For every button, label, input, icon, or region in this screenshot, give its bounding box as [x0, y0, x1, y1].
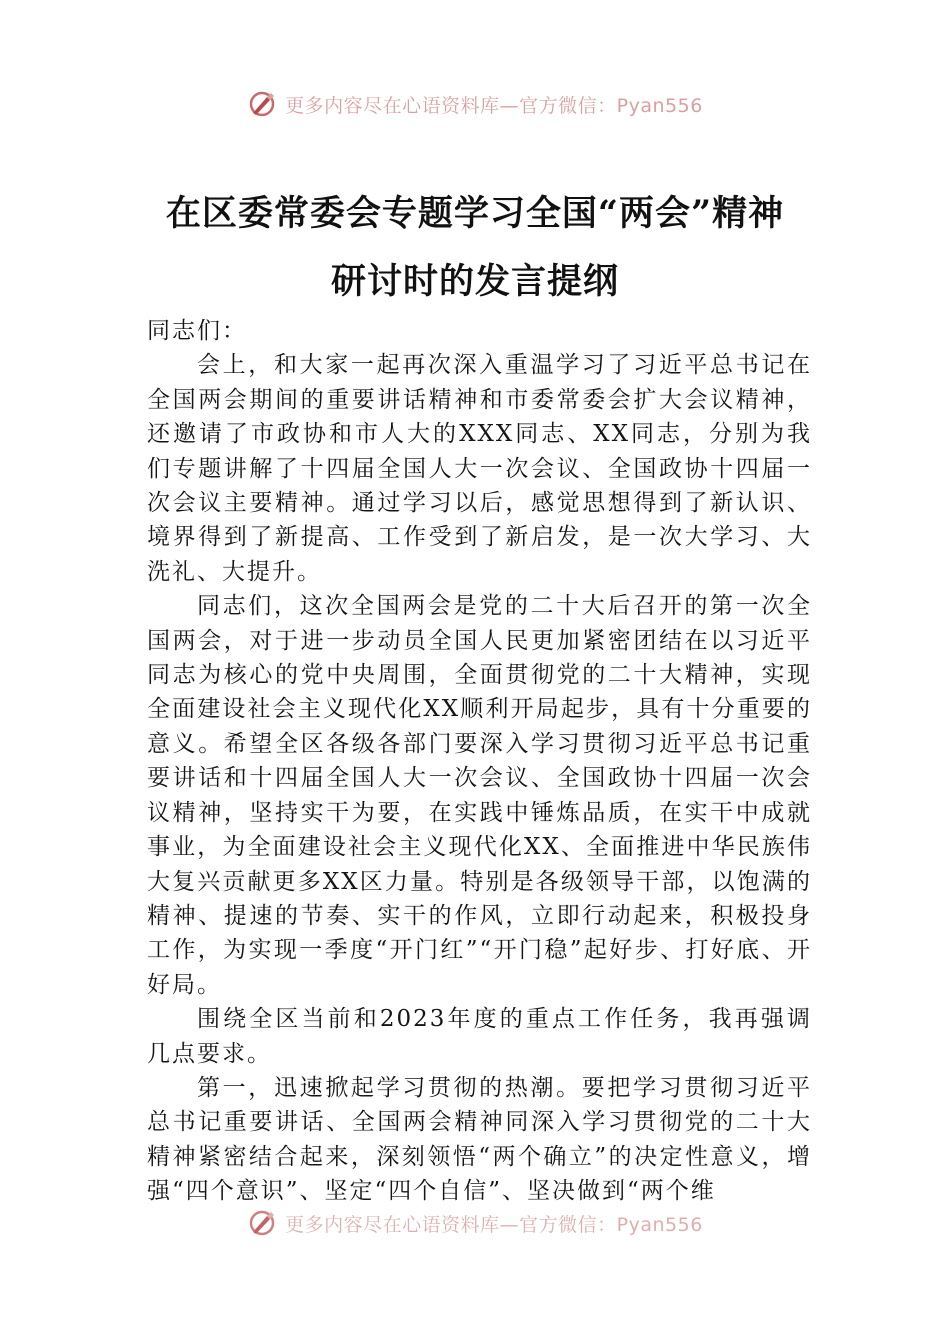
paragraph-4: 第一，迅速掀起学习贯彻的热潮。要把学习贯彻习近平总书记重要讲话、全国两会精神同深入学习贯彻党的二十大精神紧密结合起来，深刻领悟“两个确立”的决定性意义，增强“四个意识”、坚定“四个自信”、坚决做到“两个维 — [147, 1074, 812, 1205]
greeting: 同志们： — [147, 318, 247, 344]
document-title-line-1: 在区委常委会专题学习全国“两会”精神 — [165, 193, 785, 234]
watermark-text: 更多内容尽在心语资料库—官方微信：Pyan556 — [285, 1213, 703, 1236]
watermark-text: 更多内容尽在心语资料库—官方微信：Pyan556 — [285, 94, 703, 117]
watermark-header — [0, 84, 950, 124]
paragraph-3: 围绕全区当前和2023年度的重点工作任务，我再强调几点要求。 — [147, 1006, 812, 1067]
document-title-line-2: 研讨时的发言提纲 — [330, 261, 619, 302]
watermark-footer — [0, 1203, 950, 1243]
document-body — [147, 314, 812, 1209]
paragraph-2: 同志们，这次全国两会是党的二十大后召开的第一次全国两会，对于进一步动员全国人民更加紧密团结在以习近平同志为核心的党中央周围，全面贯彻党的二十大精神，实现全面建设社会主义现代化XX顺利开局起步，具有十分重要的意义。希望全区各级各部门要深入学习贯彻习近平总书记重要讲话和十四届全国人大一次会议、全国政协十四届一次会议精神，坚持实干为要，在实践中锤炼品质，在实干中成就事业，为全面建设社会主义现代化XX、全面推进中华民族伟大复兴贡献更多XX区力量。特别是各级领导干部，以饱满的精神、提速的节奏、实干的作风，立即行动起来，积极投身工作，为实现一季度“开门红”“开门稳”起好步、打好底、开好局。 — [147, 593, 812, 998]
pen-logo-icon — [247, 89, 277, 119]
paragraph-1: 会上，和大家一起再次深入重温学习了习近平总书记在全国两会期间的重要讲话精神和市委常委会扩大会议精神，还邀请了市政协和市人大的XXX同志、XX同志，分别为我们专题讲解了十四届全国人大一次会议、全国政协十四届一次会议主要精神。通过学习以后，感觉思想得到了新认识、境界得到了新提高、工作受到了新启发，是一次大学习、大洗礼、大提升。 — [147, 352, 812, 585]
pen-logo-icon — [247, 1208, 277, 1238]
